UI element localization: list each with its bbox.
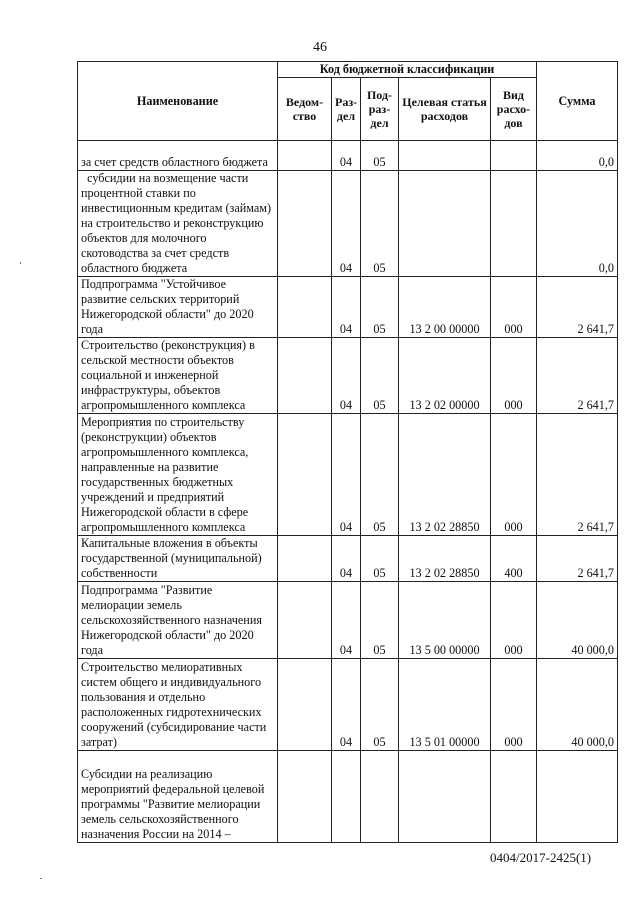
row-name: за счет средств областного бюджета: [78, 141, 278, 171]
table-row: [78, 141, 618, 171]
row-target-article: 13 5 00 00000: [399, 582, 491, 659]
table-row: [78, 277, 618, 338]
row-name: Капитальные вложения в объекты государственной (муниципальной) собственности: [78, 536, 278, 582]
table-row: [78, 659, 618, 751]
row-razdel: 04: [332, 536, 361, 582]
row-podrazdel: 05: [361, 171, 399, 277]
header-podrazdel: Под-раз-дел: [361, 78, 399, 141]
row-expense-type: [491, 751, 537, 843]
row-podrazdel: 05: [361, 659, 399, 751]
row-target-article: 13 2 02 28850: [399, 414, 491, 536]
row-target-article: [399, 171, 491, 277]
scan-speck: [20, 262, 21, 264]
row-razdel: 04: [332, 582, 361, 659]
budget-classification-table: [77, 61, 618, 843]
row-target-article: [399, 141, 491, 171]
row-sum: 40 000,0: [537, 582, 618, 659]
row-podrazdel: 05: [361, 277, 399, 338]
scan-speck: [40, 878, 42, 879]
row-name: Строительство (реконструкция) в сельской местности объектов социальной и инженерной инфраструктуры, объектов агропромышленного комплекса: [78, 338, 278, 414]
row-name: Мероприятия по строительству (реконструкции) объектов агропромышленного комплекса, направленные на развитие государственных бюджетных учреждений и предприятий Нижегородской области в сфере агропромышленного комплекса: [78, 414, 278, 536]
table-row: [78, 414, 618, 536]
row-razdel: [332, 751, 361, 843]
row-vedomstvo: [278, 414, 332, 536]
row-vedomstvo: [278, 171, 332, 277]
table-row: [78, 536, 618, 582]
row-expense-type: [491, 171, 537, 277]
row-sum: 0,0: [537, 141, 618, 171]
row-sum: 2 641,7: [537, 536, 618, 582]
header-razdel: Раз-дел: [332, 78, 361, 141]
row-podrazdel: 05: [361, 414, 399, 536]
row-expense-type: 400: [491, 536, 537, 582]
document-code: 0404/2017-2425(1): [490, 850, 592, 865]
table-row: [78, 751, 618, 843]
row-sum: 2 641,7: [537, 414, 618, 536]
row-podrazdel: [361, 751, 399, 843]
header-classification-group: Код бюджетной классификации: [278, 62, 537, 78]
header-name: Наименование: [78, 62, 278, 141]
row-expense-type: 000: [491, 338, 537, 414]
row-target-article: 13 5 01 00000: [399, 659, 491, 751]
table-row: [78, 582, 618, 659]
row-podrazdel: 05: [361, 338, 399, 414]
row-vedomstvo: [278, 536, 332, 582]
header-vedomstvo: Ведом-ство: [278, 78, 332, 141]
row-podrazdel: 05: [361, 582, 399, 659]
row-name: Строительство мелиоративных систем общего и индивидуального пользования и отдельно расположенных гидротехнических сооружений (субсидирование части затрат): [78, 659, 278, 751]
row-name: Подпрограмма "Развитие мелиорации земель сельскохозяйственного назначения Нижегородской области" до 2020 года: [78, 582, 278, 659]
row-vedomstvo: [278, 141, 332, 171]
row-razdel: 04: [332, 277, 361, 338]
header-expense-type: Вид расхо-дов: [491, 78, 537, 141]
row-sum: 0,0: [537, 171, 618, 277]
row-vedomstvo: [278, 338, 332, 414]
header-sum: Сумма: [537, 62, 618, 141]
row-expense-type: [491, 141, 537, 171]
row-razdel: 04: [332, 141, 361, 171]
row-target-article: 13 2 00 00000: [399, 277, 491, 338]
row-razdel: 04: [332, 338, 361, 414]
row-name: Подпрограмма "Устойчивое развитие сельских территорий Нижегородской области" до 2020 года: [78, 277, 278, 338]
table-row: [78, 338, 618, 414]
row-sum: 40 000,0: [537, 659, 618, 751]
row-name: Субсидии на реализацию мероприятий федеральной целевой программы "Развитие мелиорации земель сельскохозяйственного назначения России на 2014 –: [78, 751, 278, 843]
row-sum: [537, 751, 618, 843]
row-target-article: 13 2 02 28850: [399, 536, 491, 582]
page-number: 46: [313, 40, 327, 55]
row-target-article: 13 2 02 00000: [399, 338, 491, 414]
row-expense-type: 000: [491, 659, 537, 751]
row-vedomstvo: [278, 751, 332, 843]
header-target-article: Целевая статья расходов: [399, 78, 491, 141]
table-row: [78, 171, 618, 277]
row-sum: 2 641,7: [537, 338, 618, 414]
row-podrazdel: 05: [361, 141, 399, 171]
row-name: субсидии на возмещение части процентной ставки по инвестиционным кредитам (займам) на строительство и реконструкцию объектов для молочного скотоводства за счет средств областного бюджета: [78, 171, 278, 277]
row-expense-type: 000: [491, 414, 537, 536]
row-vedomstvo: [278, 277, 332, 338]
row-razdel: 04: [332, 659, 361, 751]
row-sum: 2 641,7: [537, 277, 618, 338]
row-razdel: 04: [332, 171, 361, 277]
row-vedomstvo: [278, 582, 332, 659]
row-target-article: [399, 751, 491, 843]
row-podrazdel: 05: [361, 536, 399, 582]
row-expense-type: 000: [491, 277, 537, 338]
row-vedomstvo: [278, 659, 332, 751]
row-razdel: 04: [332, 414, 361, 536]
row-expense-type: 000: [491, 582, 537, 659]
